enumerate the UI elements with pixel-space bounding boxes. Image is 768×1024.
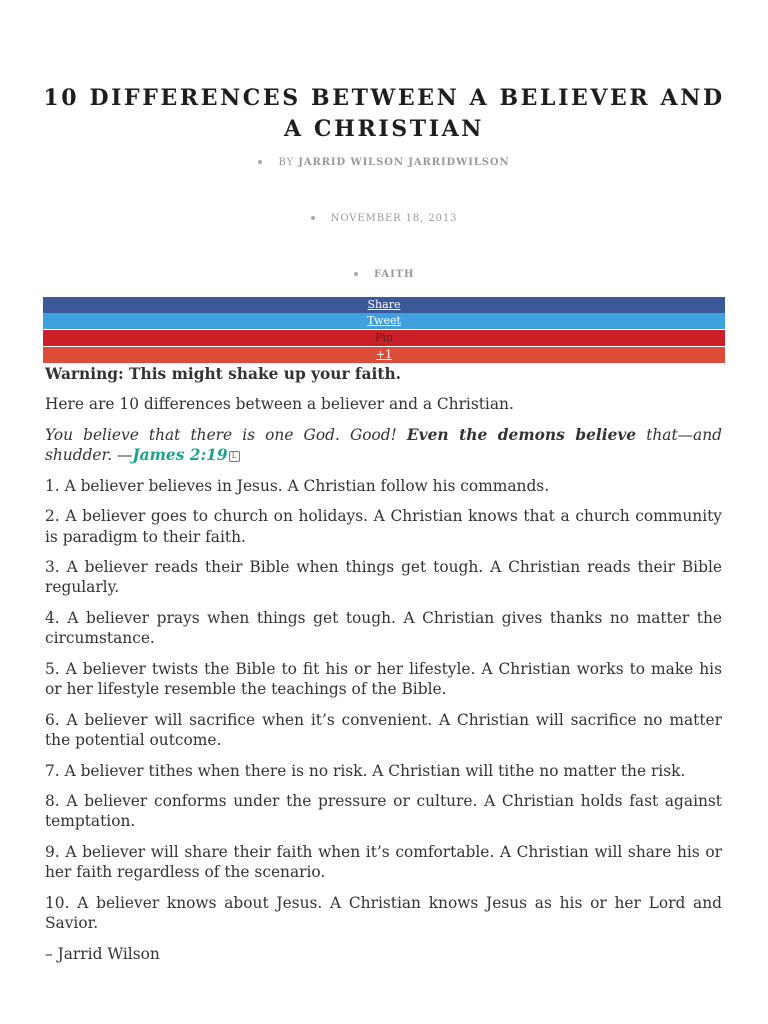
differences-list <box>45 476 722 934</box>
facebook-share-button[interactable]: Share <box>43 297 725 313</box>
quote-emphasis: Even the demons believe <box>406 425 637 444</box>
pinterest-pin-button[interactable]: Pin <box>43 330 725 346</box>
list-item: 2. A believer goes to church on holidays. A Christian knows that a church community is paradigm to their faith. <box>45 507 722 546</box>
scripture-reference-link[interactable]: James 2:19 <box>132 446 228 465</box>
post-date-meta <box>0 213 768 224</box>
article-title: 10 DIFFERENCES BETWEEN A BELIEVER AND A CHRISTIAN <box>43 85 725 142</box>
post-author-meta <box>0 157 768 168</box>
bullet-icon <box>258 160 262 164</box>
article-body <box>45 364 722 974</box>
by-prefix: BY <box>278 157 295 168</box>
author-link[interactable]: JARRID WILSON JARRIDWILSON <box>298 157 510 168</box>
bullet-icon <box>311 216 315 220</box>
google-plus-button[interactable]: +1 <box>43 347 725 363</box>
list-item: 4. A believer prays when things get tough. A Christian gives thanks no matter the circumstance. <box>45 608 722 648</box>
list-item: 5. A believer twists the Bible to fit his or her lifestyle. A Christian works to make his or her lifestyle resemble the teachings of the Bible. <box>45 659 722 699</box>
intro-paragraph: Here are 10 differences between a believer and a Christian. <box>45 395 514 414</box>
post-date: NOVEMBER 18, 2013 <box>330 213 458 224</box>
bullet-icon <box>354 272 358 276</box>
list-item: 3. A believer reads their Bible when things get tough. A Christian reads their Bible regularly. <box>45 557 722 597</box>
quote-text-continued: that—and shudder. — <box>45 425 722 465</box>
popup-reference-icon[interactable]: L <box>229 451 240 462</box>
post-category-meta <box>0 269 768 280</box>
warning-text: Warning: This might shake up your faith. <box>45 365 402 383</box>
signature: – Jarrid Wilson <box>45 944 160 963</box>
twitter-tweet-button[interactable]: Tweet <box>43 313 725 329</box>
list-item: 7. A believer tithes when there is no risk. A Christian will tithe no matter the risk. <box>45 761 686 780</box>
list-item: 10. A believer knows about Jesus. A Christian knows Jesus as his or her Lord and Savior. <box>45 893 722 933</box>
list-item: 6. A believer will sacrifice when it’s convenient. A Christian will sacrifice no matter the potential outcome. <box>45 710 722 750</box>
category-link[interactable]: FAITH <box>374 269 415 280</box>
quote-text: You believe that there is one God. Good! <box>45 425 407 444</box>
list-item: 9. A believer will share their faith when it’s comfortable. A Christian will share his or her faith regardless of the scenario. <box>45 842 722 882</box>
list-item: 1. A believer believes in Jesus. A Christian follow his commands. <box>45 476 550 495</box>
scripture-quote <box>45 425 722 466</box>
list-item: 8. A believer conforms under the pressure or culture. A Christian holds fast against temptation. <box>45 791 722 831</box>
